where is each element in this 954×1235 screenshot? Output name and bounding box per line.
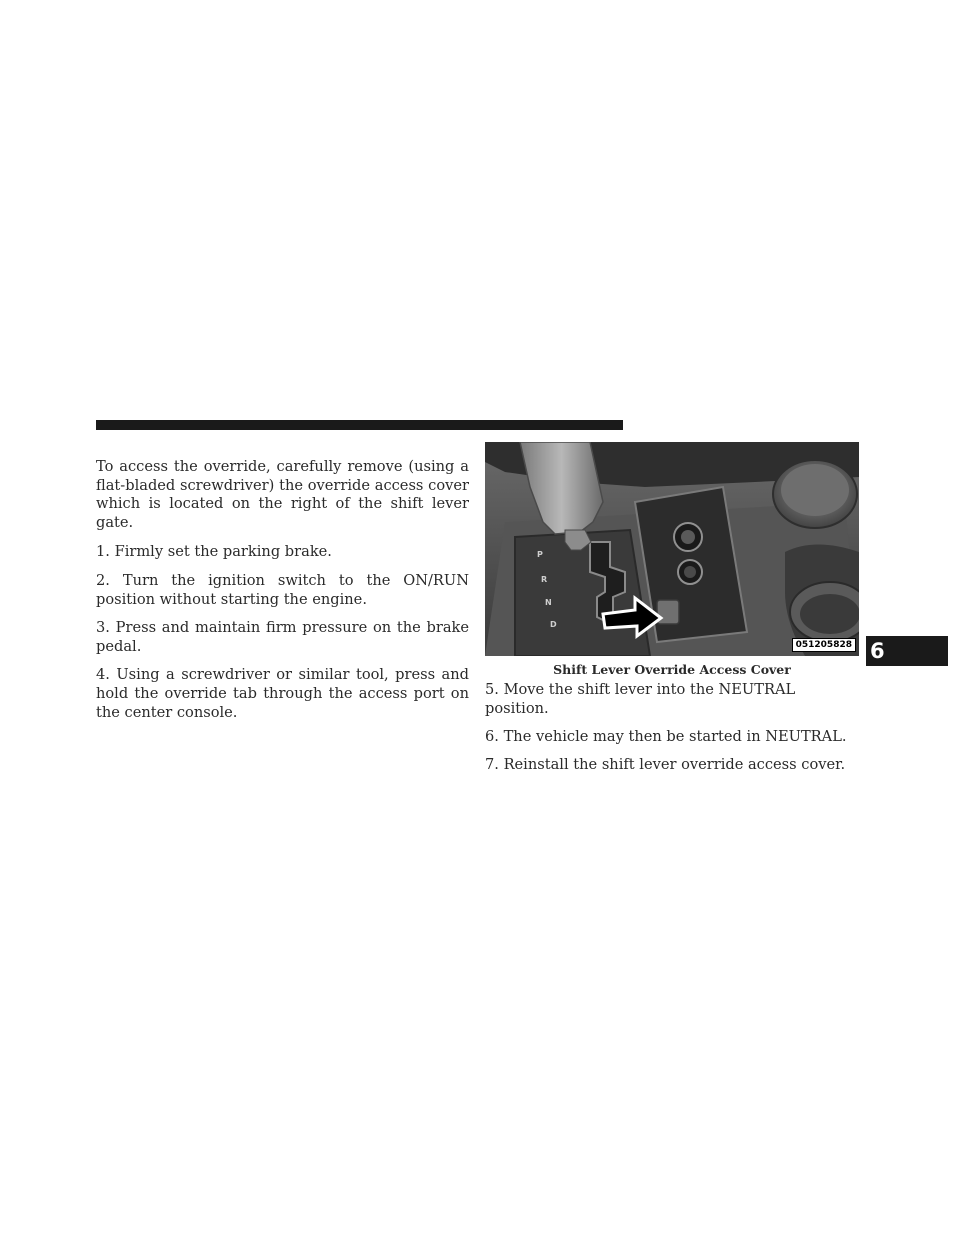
shift-lever-photo — [485, 442, 859, 656]
header-rule — [96, 420, 623, 430]
step-1: 1. Firmly set the parking brake. — [96, 543, 332, 561]
step-2: 2. Turn the ignition switch to the ON/RUN position without starting the engine. — [96, 571, 469, 608]
gear-letter-n: N — [545, 598, 552, 607]
figure-code: 051205828 — [792, 638, 856, 652]
console-illustration — [485, 442, 859, 656]
left-column — [96, 458, 469, 732]
gear-letter-r: R — [541, 575, 548, 584]
step-4: 4. Using a screwdriver or similar tool, press and hold the override tab through the access port on the center console. — [96, 666, 469, 721]
step-7: 7. Reinstall the shift lever override access cover. — [485, 755, 846, 773]
step-6: 6. The vehicle may then be started in NEUTRAL. — [485, 727, 847, 745]
gear-letter-d: D — [550, 620, 557, 629]
intro-paragraph: To access the override, carefully remove (using a flat-bladed screwdriver) the override access cover which is located on the right of the shift lever gate. — [96, 458, 469, 531]
gear-letter-p: P — [537, 550, 543, 559]
step-3: 3. Press and maintain firm pressure on the brake pedal. — [96, 619, 469, 655]
step-5: 5. Move the shift lever into the NEUTRAL position. — [485, 681, 796, 717]
figure-caption: Shift Lever Override Access Cover — [553, 662, 791, 677]
chapter-tab: 6 — [866, 636, 948, 666]
right-column — [485, 681, 859, 784]
